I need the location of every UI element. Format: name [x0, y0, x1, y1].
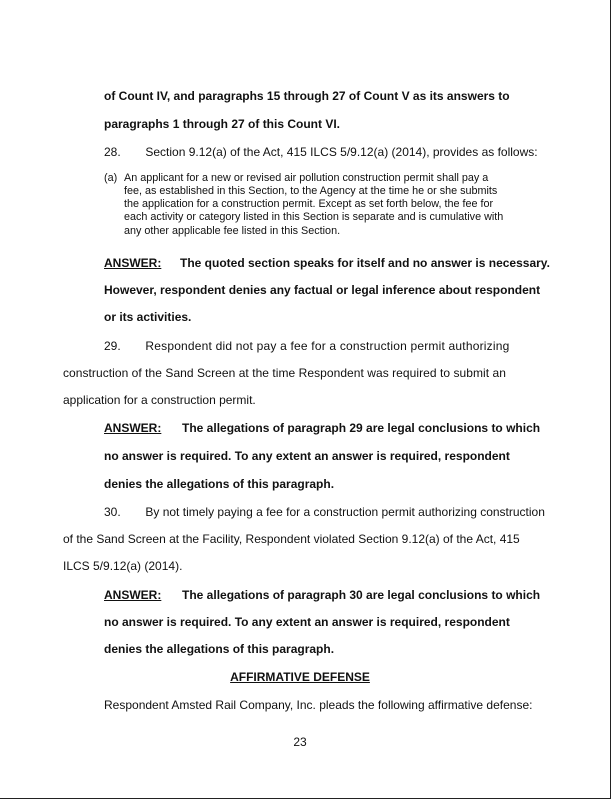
answer-line: no answer is required. To any extent an answer is required, respondent: [104, 449, 510, 463]
paragraph-text: By not timely paying a fee for a construction permit authorizing construction: [145, 505, 545, 519]
answer-line: [104, 256, 550, 270]
quote-line: fee, as established in this Section, to the Agency at the time he or she submits: [124, 185, 498, 197]
quote-label: (a): [104, 172, 118, 184]
paragraph-number: 28.: [104, 145, 121, 159]
quote-line: any other applicable fee listed in this Section.: [124, 225, 341, 237]
answer-line: [104, 421, 540, 435]
paragraph-line: application for a construction permit.: [63, 393, 256, 407]
paragraph-text: Respondent did not pay a fee for a construction permit authorizing: [145, 339, 510, 353]
paragraph-28: [104, 145, 538, 159]
page-number: 23: [293, 735, 307, 749]
answer-label: ANSWER:: [104, 256, 162, 270]
paragraph-line: [104, 505, 545, 519]
paragraph-number: 29.: [104, 339, 121, 353]
quote-line: the application for a construction permit. Except as set forth below, the fee for: [124, 198, 494, 210]
answer-text: The quoted section speaks for itself and no answer is necessary.: [180, 256, 550, 270]
paragraph-continuation-2: [104, 117, 340, 131]
answer-line: or its activities.: [104, 310, 192, 324]
continuation-line-2: paragraphs 1 through 27 of this Count VI.: [104, 117, 341, 131]
paragraph-line: construction of the Sand Screen at the time Respondent was required to submit an: [63, 366, 506, 380]
quote-line: An applicant for a new or revised air pollution construction permit shall pay a: [124, 172, 489, 184]
answer-text: The allegations of paragraph 29 are legal conclusions to which: [182, 421, 541, 435]
answer-line: denies the allegations of this paragraph.: [104, 477, 335, 491]
paragraph-number: 30.: [104, 505, 121, 519]
answer-line: [104, 588, 540, 602]
quote-line: each activity or category listed in this Section is separate and is cumulative with: [124, 211, 504, 223]
closing-paragraph: Respondent Amsted Rail Company, Inc. pleads the following affirmative defense:: [104, 698, 533, 712]
paragraph-continuation: [104, 89, 536, 103]
answer-line: However, respondent denies any factual or legal inference about respondent: [104, 283, 541, 297]
answer-label: ANSWER:: [104, 588, 162, 602]
answer-line: no answer is required. To any extent an answer is required, respondent: [104, 615, 510, 629]
paragraph-line: ILCS 5/9.12(a) (2014).: [63, 559, 183, 573]
paragraph-line: [104, 339, 509, 353]
section-heading: AFFIRMATIVE DEFENSE: [230, 670, 370, 684]
answer-line: denies the allegations of this paragraph.: [104, 642, 335, 656]
paragraph-text: Section 9.12(a) of the Act, 415 ILCS 5/9.12(a) (2014), provides as follows:: [145, 145, 538, 159]
continuation-line-1: of Count IV, and paragraphs 15 through 27 of Count V as its answers to: [104, 89, 510, 103]
answer-text: The allegations of paragraph 30 are legal conclusions to which: [182, 588, 541, 602]
paragraph-line: of the Sand Screen at the Facility, Respondent violated Section 9.12(a) of the Act, 415: [63, 532, 520, 546]
answer-label: ANSWER:: [104, 421, 162, 435]
